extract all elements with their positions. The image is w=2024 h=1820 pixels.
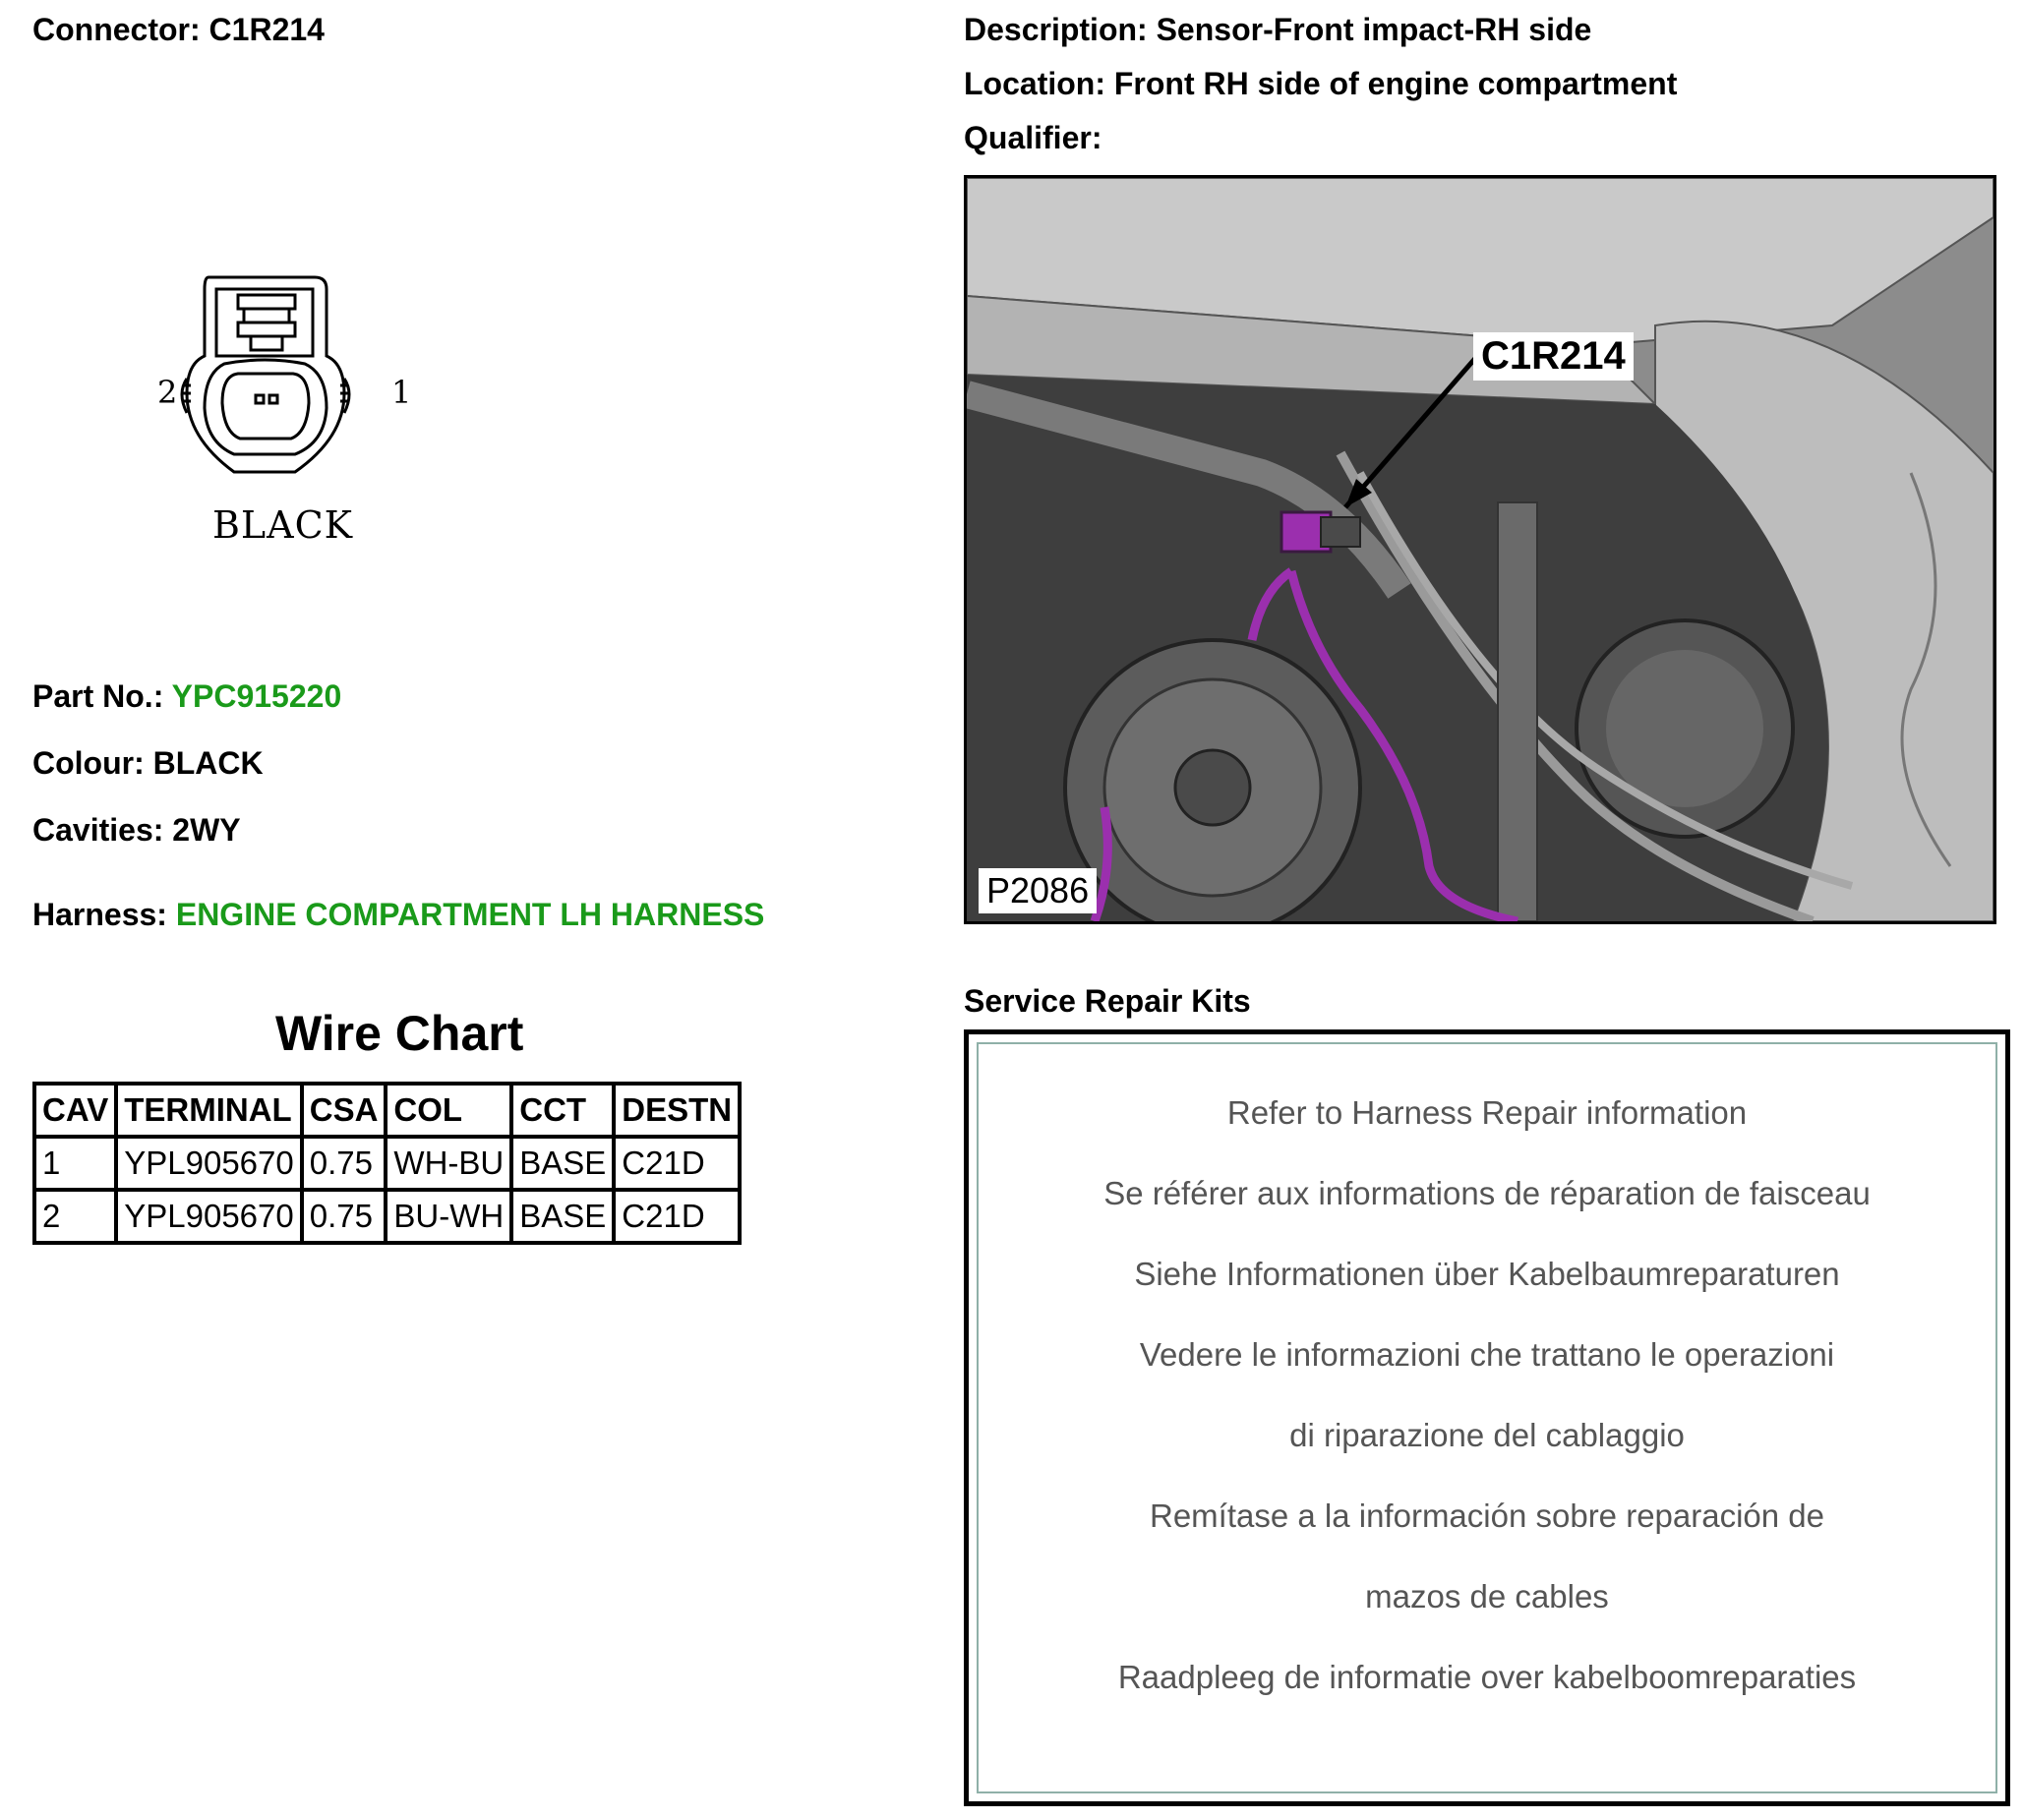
connector-row [32, 12, 325, 48]
part-number-row [32, 678, 341, 715]
harness-value[interactable]: ENGINE COMPARTMENT LH HARNESS [175, 897, 765, 932]
description-row [964, 12, 1591, 48]
photo-reference-number: P2086 [979, 868, 1097, 913]
cell-terminal: YPL905670 [116, 1137, 302, 1190]
header-destn: DESTN [614, 1084, 740, 1137]
kit-line-es-2[interactable]: mazos de cables [1365, 1578, 1609, 1615]
cell-csa: 0.75 [302, 1137, 387, 1190]
kit-line-en[interactable]: Refer to Harness Repair information [1226, 1094, 1748, 1131]
header-csa: CSA [302, 1084, 387, 1137]
cell-cav: 1 [34, 1137, 116, 1190]
pin-1-label: 1 [391, 374, 412, 411]
cell-terminal: YPL905670 [116, 1190, 302, 1243]
connector-location-photo [964, 175, 1996, 924]
connector-face-diagram [148, 265, 393, 501]
header-terminal: TERMINAL [116, 1084, 302, 1137]
wire-chart-table [32, 1082, 742, 1245]
kit-line-nl[interactable]: Raadpleeg de informatie over kabelboomreparaties [1117, 1659, 1857, 1695]
kit-line-it-2[interactable]: di riparazione del cablaggio [1289, 1417, 1685, 1453]
part-number-value[interactable]: YPC915220 [171, 678, 342, 714]
cavities-label: Cavities: [32, 812, 164, 848]
cell-cct: BASE [511, 1190, 614, 1243]
kit-line-it-1[interactable]: Vedere le informazioni che trattano le operazioni [1139, 1336, 1835, 1373]
table-row [34, 1190, 740, 1243]
kit-line-es-1[interactable]: Remítase a la información sobre reparación de [1149, 1497, 1825, 1534]
colour-row [32, 745, 264, 782]
cell-cct: BASE [511, 1137, 614, 1190]
harness-label: Harness: [32, 897, 167, 932]
connector-value: C1R214 [208, 12, 325, 47]
service-repair-kits-content [977, 1042, 1997, 1793]
qualifier-row [964, 120, 1101, 156]
cell-destn: C21D [614, 1190, 740, 1243]
part-number-label: Part No.: [32, 678, 164, 714]
colour-value: BLACK [152, 745, 264, 781]
table-row [34, 1137, 740, 1190]
header-col: COL [386, 1084, 511, 1137]
kit-line-de[interactable]: Siehe Informationen über Kabelbaumreparaturen [1134, 1256, 1840, 1292]
cavities-row [32, 812, 241, 849]
location-label: Location: [964, 66, 1105, 101]
cell-cav: 2 [34, 1190, 116, 1243]
service-repair-kits-panel [964, 1029, 2010, 1806]
kit-line-fr[interactable]: Se référer aux informations de réparation de faisceau [1103, 1175, 1871, 1211]
header-cav: CAV [34, 1084, 116, 1137]
service-repair-kits-title: Service Repair Kits [964, 983, 1251, 1019]
cell-csa: 0.75 [302, 1190, 387, 1243]
cell-col: WH-BU [386, 1137, 511, 1190]
description-label: Description: [964, 12, 1148, 47]
location-row [964, 66, 1677, 102]
pin-2-label: 2 [157, 374, 178, 411]
cell-destn: C21D [614, 1137, 740, 1190]
engine-bay-illustration [967, 178, 1994, 921]
connector-colour-caption: BLACK [212, 503, 354, 547]
photo-callout-label: C1R214 [1473, 332, 1634, 381]
cavities-value: 2WY [172, 812, 241, 848]
description-value: Sensor-Front impact-RH side [1156, 12, 1592, 47]
colour-label: Colour: [32, 745, 145, 781]
wire-chart-header-row [34, 1084, 740, 1137]
location-value: Front RH side of engine compartment [1113, 66, 1678, 101]
harness-row [32, 897, 764, 933]
connector-label: Connector: [32, 12, 201, 47]
wire-chart-title: Wire Chart [275, 1006, 524, 1061]
cell-col: BU-WH [386, 1190, 511, 1243]
qualifier-label: Qualifier: [964, 120, 1102, 155]
header-cct: CCT [511, 1084, 614, 1137]
